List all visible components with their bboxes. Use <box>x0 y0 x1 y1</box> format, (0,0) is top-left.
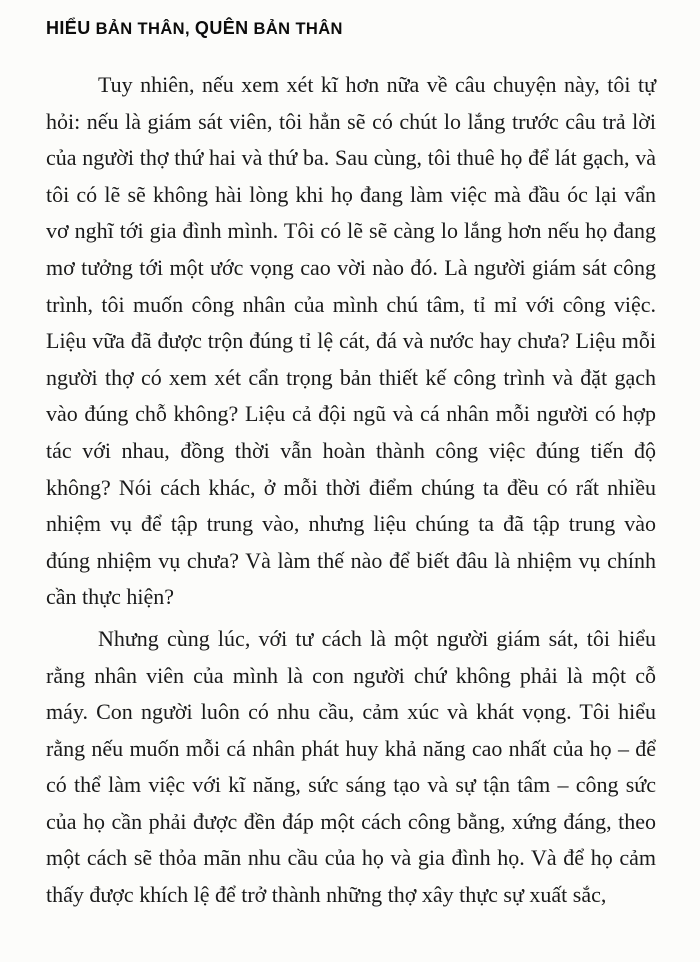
running-header <box>46 18 656 39</box>
running-header-text-1: BẢN THÂN, <box>90 20 195 38</box>
paragraph-1: Tuy nhiên, nếu xem xét kĩ hơn nữa về câu chuyện này, tôi tự hỏi: nếu là giám sát viên, tôi hẳn sẽ có chút lo lắng trước câu trả lời của người thợ thứ hai và thứ ba. Sau cùng, tôi thuê họ để lát gạch, và tôi có lẽ sẽ không hài lòng khi họ đang làm việc mà đầu óc lại vẩn vơ nghĩ tới gia đình mình. Tôi có lẽ sẽ càng lo lắng hơn nếu họ đang mơ tưởng tới một ước vọng cao vời nào đó. Là người giám sát công trình, tôi muốn công nhân của mình chú tâm, tỉ mỉ với công việc. Liệu vữa đã được trộn đúng tỉ lệ cát, đá và nước hay chưa? Liệu mỗi người thợ có xem xét cẩn trọng bản thiết kế công trình và đặt gạch vào đúng chỗ không? Liệu cả đội ngũ và cá nhân mỗi người có hợp tác với nhau, đồng thời vẫn hoàn thành công việc đúng tiến độ không? Nói cách khác, ở mỗi thời điểm chúng ta đều có rất nhiều nhiệm vụ để tập trung vào, nhưng liệu chúng ta đã tập trung vào đúng nhiệm vụ chưa? Và làm thế nào để biết đâu là nhiệm vụ chính cần thực hiện? <box>46 72 656 610</box>
running-header-emphasis-2: QUÊN <box>194 18 249 38</box>
running-header-text-2: BẢN THÂN <box>248 20 343 38</box>
running-header-emphasis-1: HIỂU <box>46 18 91 38</box>
paragraph-2: Nhưng cùng lúc, với tư cách là một người giám sát, tôi hiểu rằng nhân viên của mình là con người chứ không phải là một cỗ máy. Con người luôn có nhu cầu, cảm xúc và khát vọng. Tôi hiểu rằng nếu muốn mỗi cá nhân phát huy khả năng cao nhất của họ – để có thể làm việc với kĩ năng, sức sáng tạo và sự tận tâm – công sức của họ cần phải được đền đáp một cách công bằng, xứng đáng, theo một cách sẽ thỏa mãn nhu cầu của họ và gia đình họ. Và để họ cảm thấy được khích lệ để trở thành những thợ xây thực sự xuất sắc, <box>46 625 656 908</box>
body-text <box>46 67 656 914</box>
